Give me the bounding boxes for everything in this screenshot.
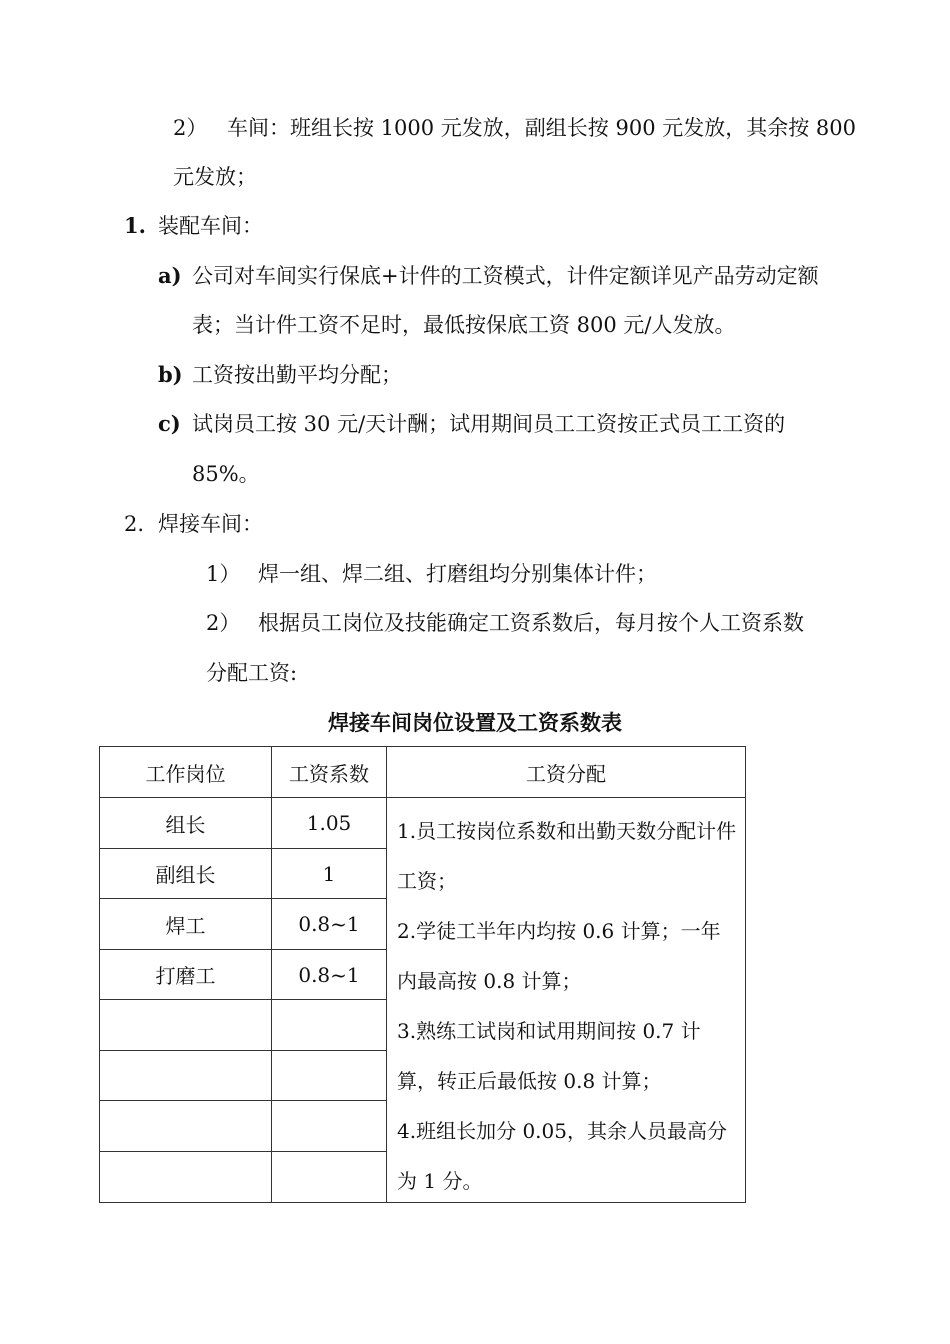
coefficient-cell (272, 1152, 387, 1202)
item-workshop (173, 114, 856, 142)
distribution-rule: 2.学徒工半年内均按 0.6 计算；一年内最高按 0.8 计算； (397, 919, 721, 993)
list-text: 工资按出勤平均分配； (192, 363, 402, 387)
item-marker: 2） (173, 116, 208, 140)
sub-marker: 2） (206, 611, 241, 635)
header-cell-distribution: 工资分配 (387, 747, 745, 798)
distribution-rule: 4.班组长加分 0.05，其余人员最高分为 1 分。 (397, 1119, 727, 1193)
position-cell (100, 1152, 272, 1202)
sub-text: 焊一组、焊二组、打磨组均分别集体计件； (258, 562, 657, 586)
header-cell-coefficient: 工资系数 (272, 747, 387, 798)
section-heading-welding (124, 510, 263, 538)
distribution-cell (387, 798, 745, 1202)
distribution-rule: 3.熟练工试岗和试用期间按 0.7 计算，转正后最低按 0.8 计算； (397, 1019, 701, 1093)
list-text: 公司对车间实行保底+计件的工资模式，计件定额详见产品劳动定额 (192, 264, 819, 288)
list-item-a (158, 262, 819, 290)
coefficient-cell (272, 1000, 387, 1051)
list-text: 试岗员工按 30 元/天计酬；试用期间员工工资按正式员工工资的 (192, 412, 786, 436)
position-cell: 打磨工 (100, 950, 272, 1000)
position-cell (100, 1101, 272, 1152)
section-number: 1. (124, 213, 146, 238)
section-title: 焊接车间： (158, 512, 263, 536)
header-cell-position: 工作岗位 (100, 747, 272, 798)
coefficient-cell (272, 1101, 387, 1152)
list-item-c (158, 410, 785, 438)
position-cell (100, 1051, 272, 1101)
table-title: 焊接车间岗位设置及工资系数表 (328, 710, 622, 735)
section-heading-assembly (124, 212, 263, 240)
list-marker: c) (158, 411, 181, 436)
coefficient-cell: 0.8~1 (272, 899, 387, 950)
list-item-b (158, 361, 402, 389)
section-title: 装配车间： (158, 214, 263, 238)
coefficient-cell: 1.05 (272, 798, 387, 849)
sub-item-1 (206, 560, 657, 588)
position-cell: 副组长 (100, 849, 272, 899)
item-text: 车间：班组长按 1000 元发放，副组长按 900 元发放，其余按 800 (227, 116, 856, 140)
list-marker: b) (158, 362, 183, 387)
list-text-continued: 85%。 (192, 462, 260, 486)
sub-text-continued: 分配工资: (206, 661, 298, 685)
coefficient-cell: 0.8~1 (272, 950, 387, 1000)
coefficient-table (99, 746, 746, 1203)
distribution-rule: 1.员工按岗位系数和出勤天数分配计件工资； (397, 819, 737, 893)
position-cell: 焊工 (100, 899, 272, 950)
list-marker: a) (158, 263, 182, 288)
sub-marker: 1） (206, 562, 241, 586)
coefficient-cell (272, 1051, 387, 1101)
position-cell (100, 1000, 272, 1051)
section-number: 2. (124, 512, 145, 536)
item-text-continued: 元发放； (173, 165, 257, 189)
position-cell: 组长 (100, 798, 272, 849)
sub-item-2 (206, 609, 804, 637)
list-text-continued: 表；当计件工资不足时，最低按保底工资 800 元/人发放。 (192, 313, 736, 337)
coefficient-cell: 1 (272, 849, 387, 899)
sub-text: 根据员工岗位及技能确定工资系数后，每月按个人工资系数 (258, 611, 804, 635)
